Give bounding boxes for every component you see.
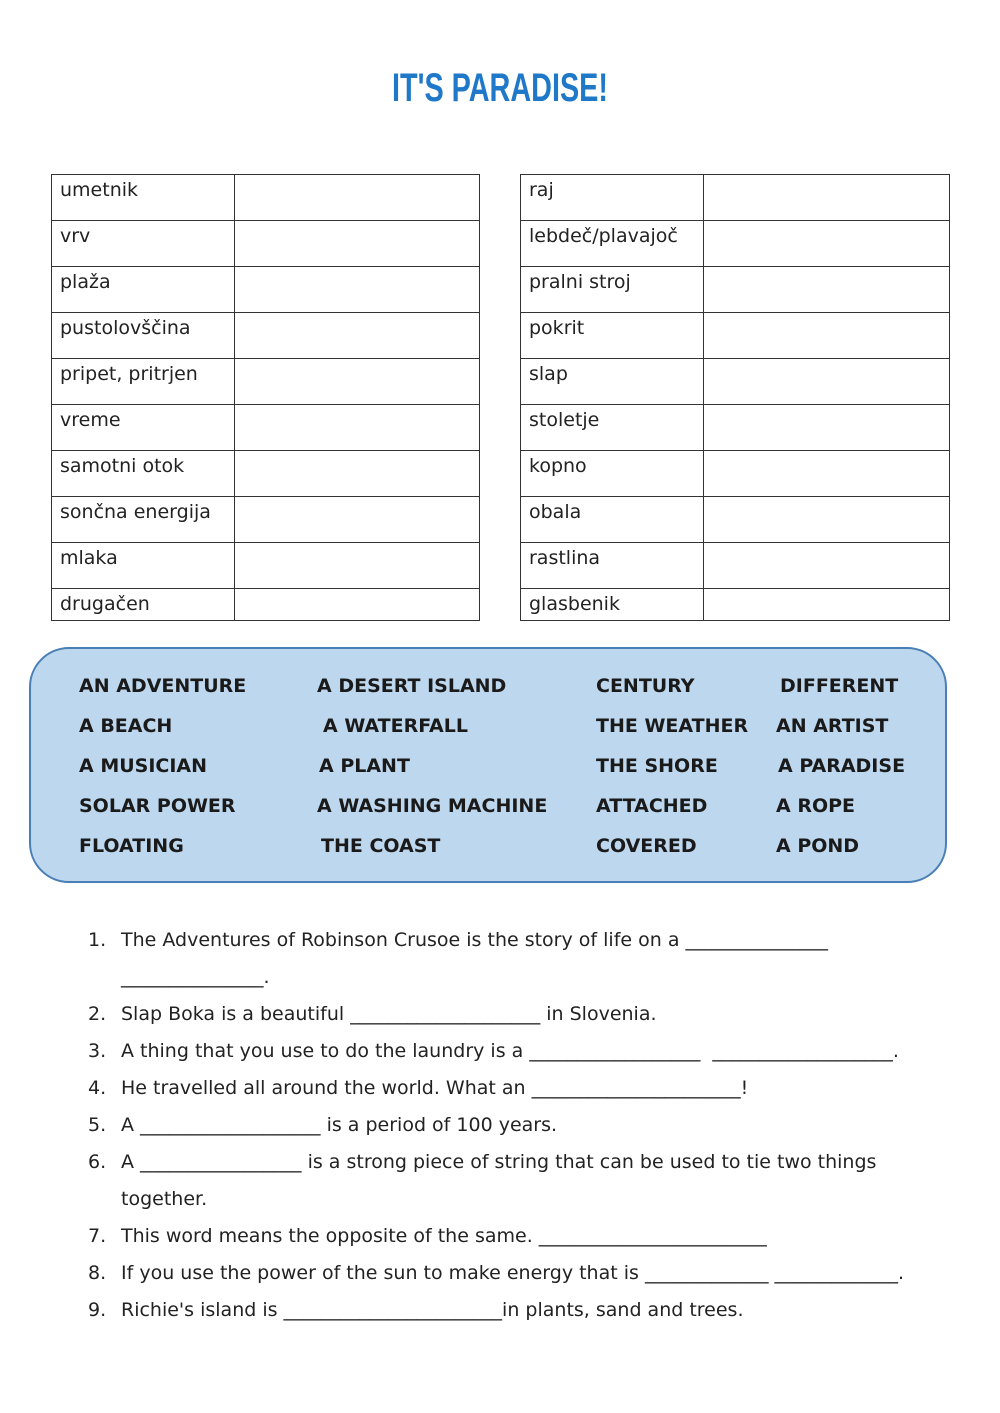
word-bank-item[interactable]: AN ADVENTURE: [79, 675, 247, 697]
vocab-row: [52, 313, 480, 359]
vocab-table-left: [51, 174, 480, 621]
vocab-row: [52, 451, 480, 497]
answer-cell[interactable]: [704, 497, 950, 543]
question-number: 8.: [88, 1262, 107, 1284]
answer-cell[interactable]: [235, 405, 480, 451]
word-bank-item[interactable]: ATTACHED: [596, 795, 708, 817]
vocab-row: [52, 175, 480, 221]
word-bank: [29, 647, 947, 883]
vocab-row: [521, 543, 950, 589]
vocab-row: [521, 313, 950, 359]
vocab-row: [521, 221, 950, 267]
answer-cell[interactable]: [235, 359, 480, 405]
word-bank-item[interactable]: DIFFERENT: [780, 675, 899, 697]
question-text[interactable]: A ___________________ is a period of 100 years.: [121, 1114, 558, 1136]
word-bank-item[interactable]: A BEACH: [79, 715, 173, 737]
word-bank-item[interactable]: A WATERFALL: [323, 715, 468, 737]
answer-cell[interactable]: [235, 221, 480, 267]
question-text[interactable]: A thing that you use to do the laundry is a __________________ ___________________.: [121, 1040, 899, 1062]
vocab-word: umetnik: [52, 175, 235, 221]
page-title: IT'S PARADISE!: [392, 66, 608, 110]
question-item: [88, 996, 948, 1033]
vocab-word: vrv: [52, 221, 235, 267]
answer-cell[interactable]: [235, 313, 480, 359]
vocab-word: rastlina: [521, 543, 704, 589]
vocab-word: sončna energija: [52, 497, 235, 543]
word-bank-item[interactable]: A PLANT: [319, 755, 410, 777]
word-bank-item[interactable]: A POND: [776, 835, 860, 857]
answer-cell[interactable]: [235, 267, 480, 313]
vocab-row: [521, 267, 950, 313]
question-number: 5.: [88, 1114, 107, 1136]
question-item: [88, 1255, 948, 1292]
answer-cell[interactable]: [704, 313, 950, 359]
word-bank-item[interactable]: THE WEATHER: [596, 715, 749, 737]
question-item: [88, 1292, 948, 1329]
answer-cell[interactable]: [704, 359, 950, 405]
question-text[interactable]: The Adventures of Robinson Crusoe is the story of life on a _______________ _______________.: [121, 929, 828, 988]
question-list: [88, 922, 948, 1329]
vocab-row: [52, 543, 480, 589]
word-bank-item[interactable]: FLOATING: [79, 835, 184, 857]
answer-cell[interactable]: [704, 589, 950, 621]
vocab-row: [52, 497, 480, 543]
vocab-table-right: [520, 174, 950, 621]
word-bank-item[interactable]: A DESERT ISLAND: [317, 675, 507, 697]
word-bank-item[interactable]: SOLAR POWER: [79, 795, 236, 817]
vocab-word: plaža: [52, 267, 235, 313]
answer-cell[interactable]: [235, 175, 480, 221]
word-bank-item[interactable]: COVERED: [596, 835, 697, 857]
word-bank-item[interactable]: A ROPE: [776, 795, 856, 817]
vocab-word: stoletje: [521, 405, 704, 451]
vocab-row: [521, 175, 950, 221]
vocab-word: slap: [521, 359, 704, 405]
answer-cell[interactable]: [704, 543, 950, 589]
vocab-word: pralni stroj: [521, 267, 704, 313]
vocab-row: [52, 221, 480, 267]
answer-cell[interactable]: [235, 543, 480, 589]
question-text[interactable]: Slap Boka is a beautiful ____________________ in Slovenia.: [121, 1003, 657, 1025]
answer-cell[interactable]: [704, 221, 950, 267]
vocab-word: pustolovščina: [52, 313, 235, 359]
question-text[interactable]: Richie's island is _______________________in plants, sand and trees.: [121, 1299, 744, 1321]
word-bank-item[interactable]: A WASHING MACHINE: [317, 795, 548, 817]
answer-cell[interactable]: [704, 267, 950, 313]
question-text[interactable]: If you use the power of the sun to make energy that is _____________ _____________.: [121, 1262, 905, 1284]
vocab-word: samotni otok: [52, 451, 235, 497]
vocab-word: kopno: [521, 451, 704, 497]
word-bank-item[interactable]: CENTURY: [596, 675, 695, 697]
question-item: [88, 1218, 948, 1255]
question-text[interactable]: This word means the opposite of the same. ________________________: [121, 1225, 767, 1247]
vocab-word: raj: [521, 175, 704, 221]
vocab-row: [521, 497, 950, 543]
question-number: 2.: [88, 1003, 107, 1025]
vocab-word: pokrit: [521, 313, 704, 359]
vocab-row: [521, 451, 950, 497]
vocab-word: drugačen: [52, 589, 235, 621]
answer-cell[interactable]: [704, 175, 950, 221]
answer-cell[interactable]: [235, 589, 480, 621]
question-item: [88, 922, 948, 996]
vocab-row: [52, 359, 480, 405]
question-text[interactable]: A _________________ is a strong piece of string that can be used to tie two things together.: [121, 1151, 877, 1210]
question-item: [88, 1033, 948, 1070]
vocab-row: [52, 405, 480, 451]
vocab-row: [52, 589, 480, 621]
word-bank-item[interactable]: THE SHORE: [596, 755, 718, 777]
vocab-word: mlaka: [52, 543, 235, 589]
question-number: 4.: [88, 1077, 107, 1099]
answer-cell[interactable]: [704, 405, 950, 451]
vocab-word: pripet, pritrjen: [52, 359, 235, 405]
question-item: [88, 1144, 948, 1218]
answer-cell[interactable]: [235, 497, 480, 543]
answer-cell[interactable]: [235, 451, 480, 497]
vocab-row: [521, 405, 950, 451]
vocab-word: glasbenik: [521, 589, 704, 621]
question-text[interactable]: He travelled all around the world. What an ______________________!: [121, 1077, 749, 1099]
word-bank-item[interactable]: AN ARTIST: [776, 715, 889, 737]
vocab-word: lebdeč/plavajoč: [521, 221, 704, 267]
vocab-row: [52, 267, 480, 313]
word-bank-item[interactable]: THE COAST: [321, 835, 441, 857]
word-bank-item[interactable]: A PARADISE: [778, 755, 906, 777]
vocab-row: [521, 589, 950, 621]
word-bank-item[interactable]: A MUSICIAN: [79, 755, 208, 777]
question-number: 6.: [88, 1151, 107, 1173]
question-number: 7.: [88, 1225, 107, 1247]
question-item: [88, 1070, 948, 1107]
question-number: 1.: [88, 929, 107, 951]
question-number: 3.: [88, 1040, 107, 1062]
vocab-row: [521, 359, 950, 405]
question-item: [88, 1107, 948, 1144]
vocab-word: obala: [521, 497, 704, 543]
answer-cell[interactable]: [704, 451, 950, 497]
vocab-word: vreme: [52, 405, 235, 451]
question-number: 9.: [88, 1299, 107, 1321]
